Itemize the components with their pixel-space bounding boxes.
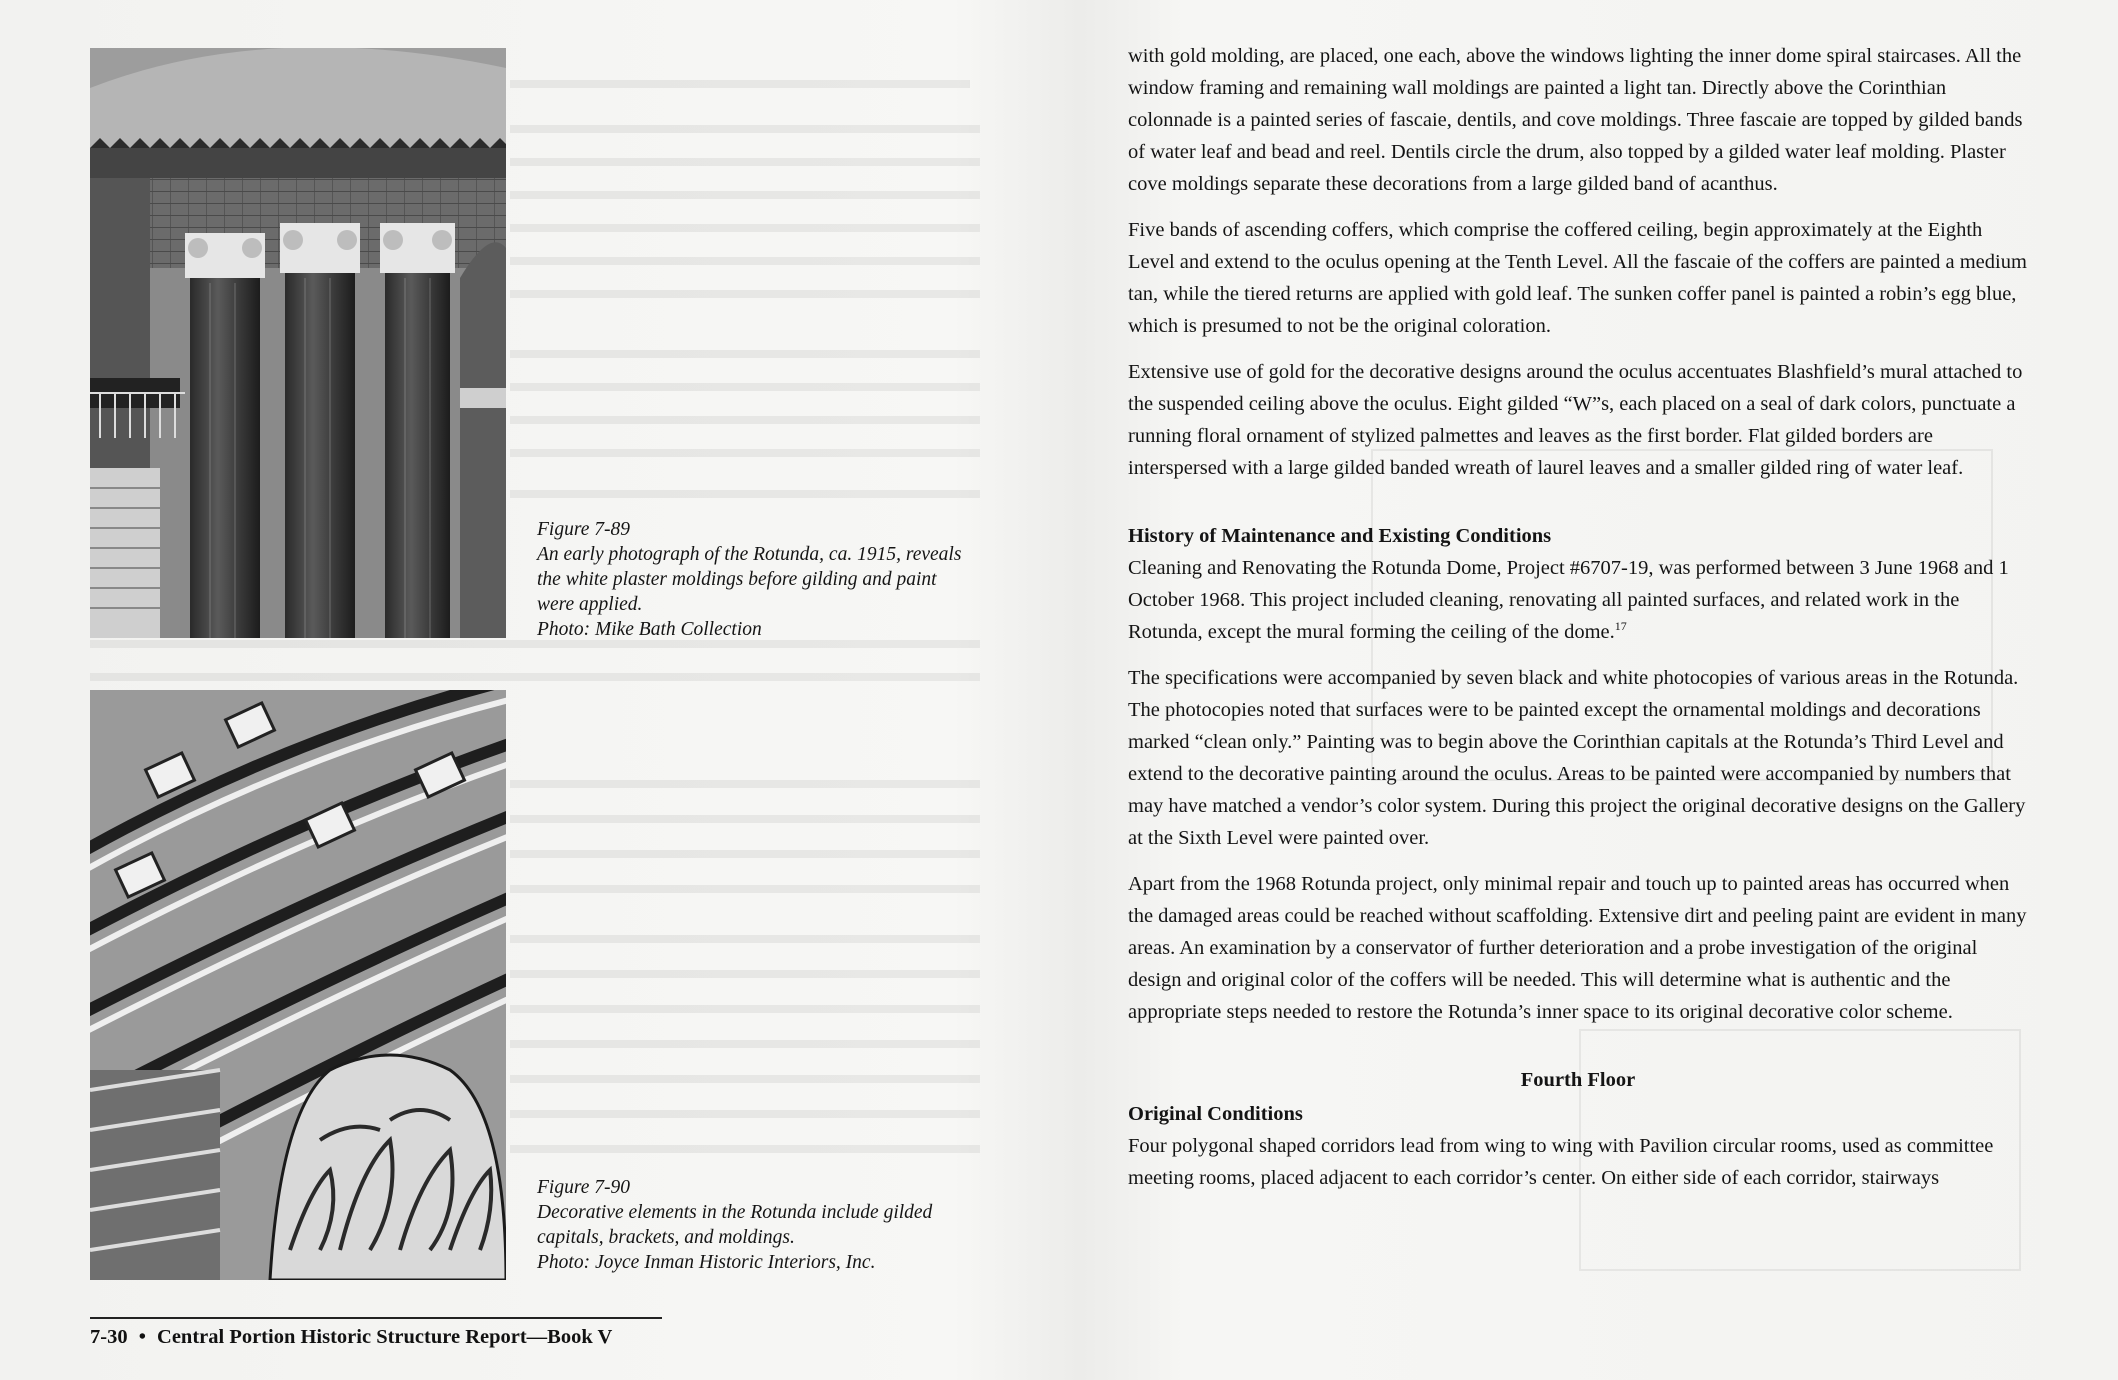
right-page-text-column (1128, 40, 2028, 1208)
page-number: 7-30 (90, 1326, 128, 1348)
figure-description: An early photograph of the Rotunda, ca. 1915, reveals the white plaster moldings before gilding and paint were applied. (537, 544, 962, 615)
figure-7-89-caption (537, 517, 977, 642)
footer-title: Central Portion Historic Structure Report—Book V (157, 1326, 613, 1348)
paragraph: The specifications were accompanied by seven black and white photocopies of various areas in the Rotunda. The photocopies noted that surfaces were to be painted except the ornamental moldings and decorations marked “clean only.” Painting was to begin above the Corinthian capitals at the Rotunda’s Third Level and extend to the decorative painting around the oculus. Areas to be painted were accompanied by numbers that may have matched a vendor’s color system. During this project the original decorative designs on the Gallery at the Sixth Level were painted over. (1128, 667, 2026, 849)
figure-description: Decorative elements in the Rotunda include gilded capitals, brackets, and moldings. (537, 1202, 933, 1248)
paragraph: Five bands of ascending coffers, which comprise the coffered ceiling, begin approximately at the Eighth Level and extend to the oculus opening at the Tenth Level. All the fascaie of the coffers are painted a medium tan, while the tiered returns are applied with gold leaf. The sunken coffer panel is painted a robin’s egg blue, which is presumed to not be the original coloration. (1128, 219, 2027, 337)
footnote-ref: 17 (1614, 619, 1627, 634)
paragraph: Apart from the 1968 Rotunda project, only minimal repair and touch up to painted areas has occurred when the damaged areas could be reached without scaffolding. Extensive dirt and peeling paint are evident in many areas. An examination by a conservator of further deterioration and a probe investigation of the original design and original color of the coffers will be needed. This will determine what is authentic and the appropriate steps needed to restore the Rotunda’s inner space to its original decorative color scheme. (1128, 873, 2027, 1023)
paragraph: Extensive use of gold for the decorative designs around the oculus accentuates Blashfield’s mural attached to the suspended ceiling above the oculus. Eight gilded “W”s, each placed on a seal of dark colors, punctuate a running floral ornament of stylized palmettes and leaves as the first border. Flat gilded borders are interspersed with a large gilded banded wreath of laurel leaves and a smaller gilded ring of water leaf. (1128, 361, 2023, 479)
figure-7-89-photo (90, 48, 506, 638)
figure-7-90-photo (90, 690, 506, 1280)
figure-7-90-caption (537, 1175, 977, 1275)
figure-credit: Photo: Mike Bath Collection (537, 619, 762, 640)
paragraph-text: Cleaning and Renovating the Rotunda Dome, Project #6707-19, was performed between 3 June 1968 and 1 October 1968. This project included cleaning, renovating all painted surfaces, and related work in the Rotunda, except the mural forming the ceiling of the dome. (1128, 557, 2009, 643)
page-footer (90, 1326, 612, 1349)
figure-label: Figure 7-89 (537, 519, 630, 540)
section-heading-fourth-floor: Fourth Floor (1520, 1069, 1636, 1091)
paragraph: with gold molding, are placed, one each, above the windows lighting the inner dome spiral staircases. All the window framing and remaining wall moldings are painted a light tan. Directly above the Corinthian colonnade is a painted series of fascaie, dentils, and cove moldings. Three fascaie are topped by gilded bands of water leaf and bead and reel. Dentils circle the drum, also topped by a gilded water leaf molding. Plaster cove moldings separate these decorations from a large gilded band of acanthus. (1128, 45, 2023, 195)
figure-label: Figure 7-90 (537, 1177, 630, 1198)
paragraph (1128, 552, 2028, 648)
footer-bullet: • (138, 1326, 146, 1348)
subsection-heading-original-conditions: Original Conditions (1128, 1103, 1303, 1125)
paragraph: Four polygonal shaped corridors lead from wing to wing with Pavilion circular rooms, used as committee meeting rooms, placed adjacent to each corridor’s center. On either side of each corridor, stairways (1128, 1135, 1994, 1189)
section-heading-history: History of Maintenance and Existing Conditions (1128, 525, 1552, 547)
figure-credit: Photo: Joyce Inman Historic Interiors, Inc. (537, 1252, 876, 1273)
footer-rule (90, 1317, 662, 1319)
